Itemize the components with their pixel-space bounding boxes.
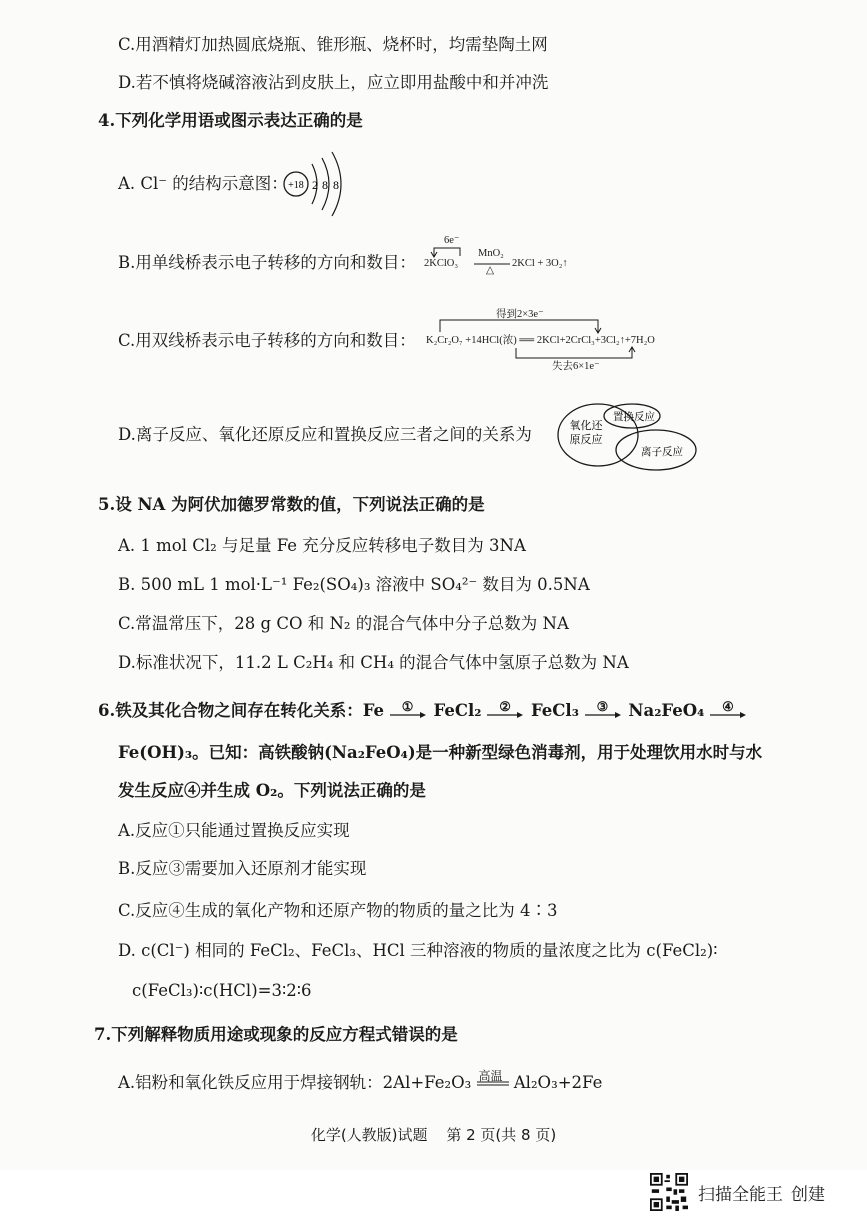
- q6-option-d-line2: c(FeCl₃)∶c(HCl)=3∶2∶6: [132, 981, 312, 1000]
- q7a-right: Al₂O₃+2Fe: [513, 1073, 603, 1092]
- eq-left: 2KClO₃: [424, 258, 458, 269]
- gain-electrons: 得到2×3e⁻: [496, 309, 544, 320]
- q7-option-a: [118, 1068, 603, 1095]
- q4-option-d: [118, 424, 532, 446]
- shell-2-count: 8: [322, 178, 328, 192]
- reaction-arrow-3: ③: [585, 701, 623, 723]
- high-temp-condition: [477, 1068, 509, 1095]
- q4b-label: B.用单线桥表示电子转移的方向和数目：: [118, 253, 416, 272]
- q4d-label: D.离子反应、氧化还原反应和置换反应三者之间的关系为: [118, 425, 532, 444]
- q4-option-a: [118, 173, 288, 195]
- q6-stem-line3: 发生反应④并生成 O₂。下列说法正确的是: [118, 781, 426, 800]
- species-fecl3: FeCl₃: [530, 701, 579, 720]
- q7a-left: A.铝粉和氧化铁反应用于焊接钢轨：2Al+Fe₂O₃: [118, 1073, 472, 1092]
- condition-label: 高温: [478, 1068, 503, 1083]
- double-bridge-equation: [426, 304, 696, 374]
- electron-count: 6e⁻: [444, 235, 460, 246]
- heat-symbol: △: [486, 265, 495, 276]
- q5-option-a: A. 1 mol Cl₂ 与足量 Fe 充分反应转移电子数目为 3NA: [118, 536, 526, 555]
- species-na2feo4: Na₂FeO₄: [628, 701, 705, 720]
- footer-subject: 化学(人教版)试题: [310, 1126, 428, 1144]
- species-fecl2: FeCl₂: [433, 701, 482, 720]
- q5-option-c: C.常温常压下，28 g CO 和 N₂ 的混合气体中分子总数为 NA: [118, 614, 569, 633]
- q6-stem-line1: [98, 700, 748, 723]
- q6-lead: 6.铁及其化合物之间存在转化关系：Fe: [98, 701, 385, 720]
- q4-option-b: [118, 252, 416, 274]
- q5-option-d: D.标准状况下，11.2 L C₂H₄ 和 CH₄ 的混合气体中氢原子总数为 NA: [118, 653, 629, 672]
- reaction-arrow-2: ②: [487, 701, 525, 723]
- q5-stem: 5.设 NA 为阿伏加德罗常数的值，下列说法正确的是: [98, 495, 485, 514]
- q6-stem-line2: Fe(OH)₃。已知：高铁酸钠(Na₂FeO₄)是一种新型绿色消毒剂，用于处理饮用水时与水: [118, 743, 763, 762]
- single-bridge-equation: [424, 235, 584, 278]
- q4c-label: C.用双线桥表示电子转移的方向和数目：: [118, 331, 416, 350]
- q4-option-c: [118, 330, 416, 352]
- shell-3-count: 8: [333, 178, 339, 192]
- lose-electrons: 失去6×1e⁻: [552, 361, 600, 372]
- q3-option-c: C.用酒精灯加热圆底烧瓶、锥形瓶、烧杯时，均需垫陶土网: [118, 35, 548, 54]
- redox-equation: K₂Cr₂O₇ +14HCl(浓) ══ 2KCl+2CrCl₃+3Cl₂↑+7H₂O: [426, 335, 655, 346]
- substitution-label: 置换反应: [613, 411, 655, 423]
- reaction-arrow-1: ①: [390, 701, 428, 723]
- ionic-label: 离子反应: [641, 446, 683, 458]
- reaction-relationship-venn-diagram: [550, 398, 700, 472]
- q6-option-a: A.反应①只能通过置换反应实现: [118, 821, 350, 840]
- shell-1-count: 2: [312, 178, 318, 192]
- q5-option-b: B. 500 mL 1 mol·L⁻¹ Fe₂(SO₄)₃ 溶液中 SO₄²⁻ 数目为 0.5NA: [118, 575, 590, 594]
- scanner-watermark: [650, 1172, 825, 1212]
- q3-option-d: D.若不慎将烧碱溶液沾到皮肤上，应立即用盐酸中和并冲洗: [118, 73, 549, 92]
- scanner-action: 创建: [791, 1184, 825, 1205]
- q6-option-d-line1: D. c(Cl⁻) 相同的 FeCl₂、FeCl₃、HCl 三种溶液的物质的量浓度之比为 c(FeCl₂)∶: [118, 941, 718, 960]
- catalyst: MnO₂: [478, 248, 504, 259]
- q7-stem: 7.下列解释物质用途或现象的反应方程式错误的是: [94, 1025, 458, 1044]
- redox-label-2: 原反应: [569, 433, 603, 446]
- chlorine-ion-structure-diagram: [282, 150, 362, 220]
- q6-option-c: C.反应④生成的氧化产物和还原产物的物质的量之比为 4∶3: [118, 901, 558, 920]
- footer-page-number: 第 2 页(共 8 页): [446, 1126, 557, 1144]
- redox-label-1: 氧化还: [569, 419, 603, 432]
- scanner-app-name: 扫描全能王: [698, 1184, 783, 1205]
- qr-code-icon: [650, 1173, 688, 1211]
- page-footer: [0, 1124, 867, 1145]
- q6-option-b: B.反应③需要加入还原剂才能实现: [118, 859, 367, 878]
- reaction-arrow-4: ④: [710, 701, 748, 723]
- q4-stem: 4.下列化学用语或图示表达正确的是: [98, 111, 363, 130]
- q4a-label: A. Cl⁻ 的结构示意图：: [118, 174, 288, 193]
- eq-right: 2KCl + 3O₂↑: [512, 258, 568, 269]
- nucleus-label: +18: [288, 180, 304, 191]
